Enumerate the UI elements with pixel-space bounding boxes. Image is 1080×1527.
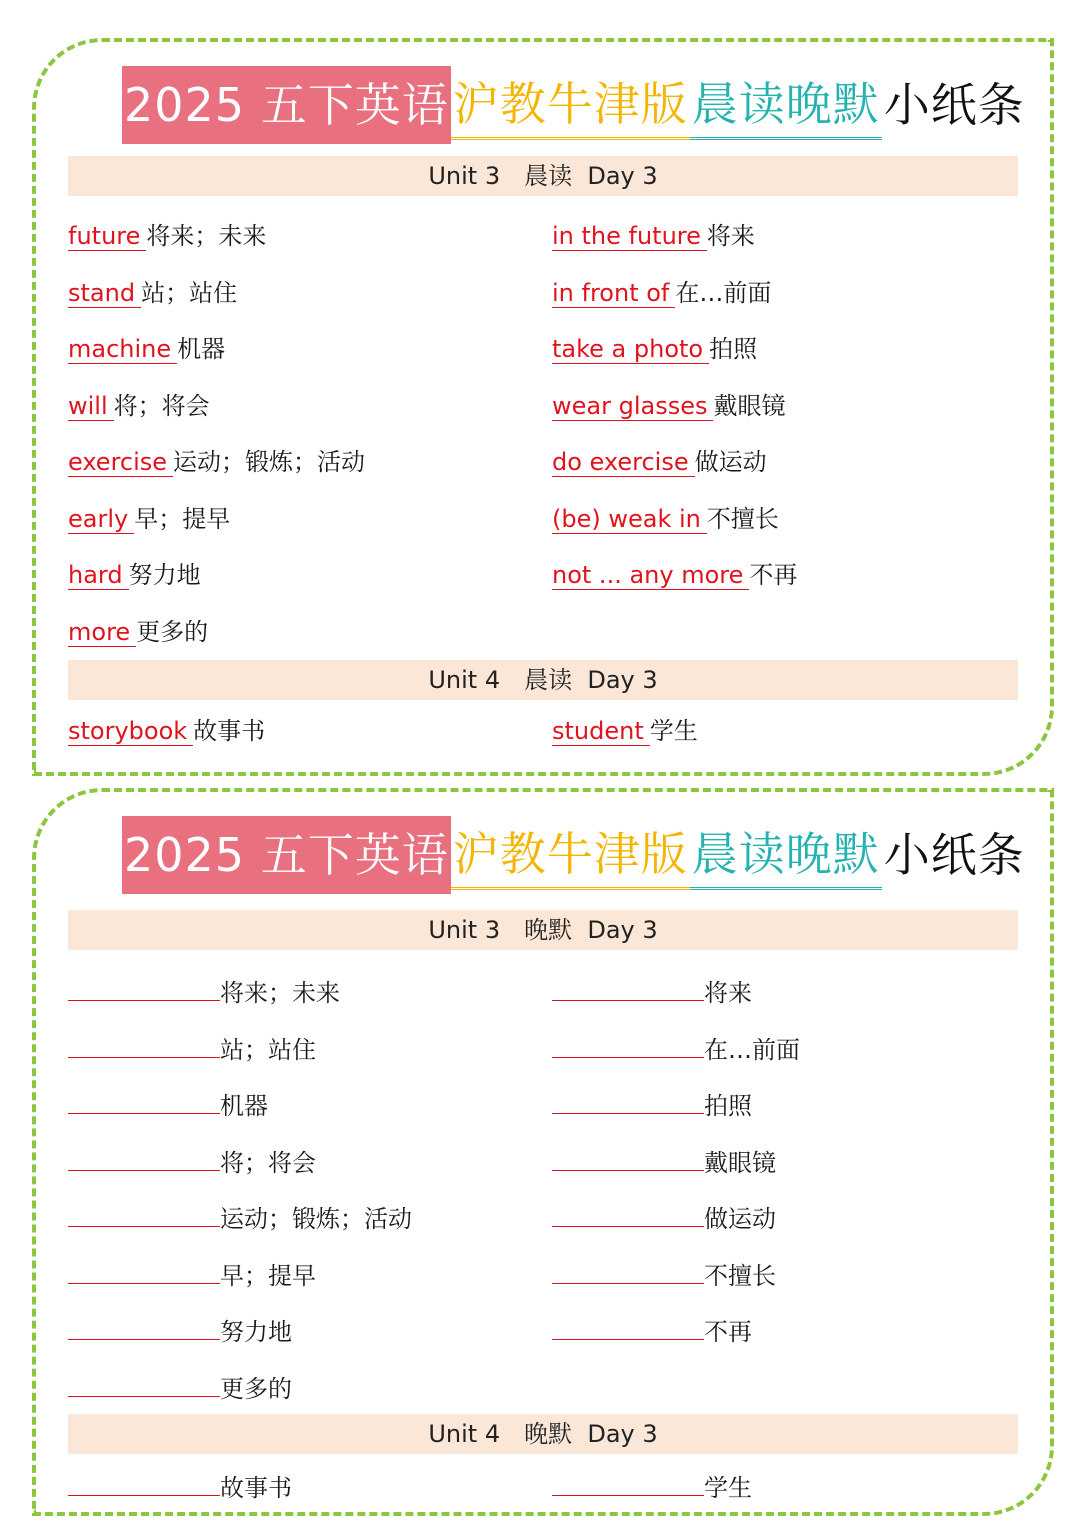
- dictation-meaning: 机器: [220, 1092, 268, 1120]
- dictation-meaning: 故事书: [220, 1474, 292, 1502]
- vocab-term: take a photo: [552, 335, 709, 364]
- dictation-meaning: 将来；未来: [220, 979, 340, 1007]
- dictation-meaning: 运动；锻炼；活动: [220, 1205, 412, 1233]
- vocab-item: [68, 220, 266, 252]
- dictation-item: [68, 1031, 316, 1066]
- answer-blank[interactable]: [68, 1087, 220, 1114]
- dictation-meaning: 在…前面: [704, 1036, 800, 1064]
- answer-blank[interactable]: [68, 1469, 220, 1496]
- dictation-item: [552, 1313, 752, 1348]
- dictation-meaning: 更多的: [220, 1375, 292, 1403]
- dictation-item: [552, 1144, 776, 1179]
- vocab-item: [68, 503, 230, 535]
- vocab-meaning: 站；站住: [141, 279, 238, 307]
- card-title: [122, 816, 1027, 894]
- title-edition: 沪教牛津版: [451, 71, 690, 140]
- card-title: [122, 66, 1027, 144]
- vocab-item: [68, 390, 210, 422]
- answer-blank[interactable]: [552, 1031, 704, 1058]
- vocab-item: [68, 616, 208, 648]
- title-notes: 小纸条: [883, 78, 1025, 132]
- vocab-term: machine: [68, 335, 177, 364]
- vocab-term: not ... any more: [552, 561, 749, 590]
- vocab-term: more: [68, 618, 136, 647]
- answer-blank[interactable]: [68, 1200, 220, 1227]
- dictation-meaning: 拍照: [704, 1092, 752, 1120]
- vocab-meaning: 更多的: [136, 618, 209, 646]
- vocab-meaning: 将来: [706, 222, 755, 250]
- vocab-item: [552, 390, 785, 422]
- vocab-meaning: 故事书: [193, 717, 266, 745]
- unit4-evening-header: Unit 4 晚默 Day 3: [68, 1414, 1018, 1454]
- answer-blank[interactable]: [552, 1200, 704, 1227]
- dictation-item: [68, 1469, 292, 1504]
- vocab-term: do exercise: [552, 448, 695, 477]
- dictation-meaning: 将来: [704, 979, 752, 1007]
- vocab-term: storybook: [68, 717, 193, 746]
- unit4-morning-header: Unit 4 晨读 Day 3: [68, 660, 1018, 700]
- vocab-item: [552, 715, 698, 747]
- answer-blank[interactable]: [68, 1031, 220, 1058]
- vocab-term: early: [68, 505, 134, 534]
- evening-dictation-card: [32, 788, 1054, 1516]
- vocab-item: [552, 277, 771, 309]
- vocab-item: [552, 333, 757, 365]
- dictation-item: [68, 1087, 268, 1122]
- dictation-item: [68, 1200, 412, 1235]
- vocab-item: [68, 446, 365, 478]
- vocab-item: [68, 277, 237, 309]
- vocab-meaning: 不擅长: [706, 505, 779, 533]
- vocab-item: [552, 559, 797, 591]
- vocab-term: in front of: [552, 279, 675, 308]
- vocab-item: [552, 220, 755, 252]
- dictation-meaning: 不擅长: [704, 1262, 776, 1290]
- answer-blank[interactable]: [68, 1257, 220, 1284]
- unit3-evening-header: Unit 3 晚默 Day 3: [68, 910, 1018, 950]
- dictation-item: [68, 1370, 292, 1405]
- vocab-meaning: 将来；未来: [146, 222, 267, 250]
- dictation-item: [68, 974, 340, 1009]
- dictation-item: [68, 1313, 292, 1348]
- vocab-meaning: 不再: [749, 561, 798, 589]
- vocab-meaning: 拍照: [709, 335, 758, 363]
- vocab-term: stand: [68, 279, 141, 308]
- answer-blank[interactable]: [68, 1144, 220, 1171]
- vocab-meaning: 在…前面: [675, 279, 772, 307]
- dictation-meaning: 将；将会: [220, 1149, 316, 1177]
- vocab-meaning: 努力地: [128, 561, 201, 589]
- vocab-item: [68, 559, 201, 591]
- vocab-item: [552, 446, 767, 478]
- title-morning-evening: 晨读晚默: [690, 821, 882, 890]
- vocab-term: exercise: [68, 448, 173, 477]
- dictation-item: [552, 1087, 752, 1122]
- title-year-grade: 2025 五下英语: [122, 66, 451, 144]
- answer-blank[interactable]: [68, 1313, 220, 1340]
- vocab-meaning: 早；提早: [134, 505, 231, 533]
- unit3-morning-header: Unit 3 晨读 Day 3: [68, 156, 1018, 196]
- dictation-item: [68, 1257, 316, 1292]
- vocab-meaning: 将；将会: [113, 392, 210, 420]
- vocab-meaning: 学生: [649, 717, 698, 745]
- dictation-item: [552, 1469, 752, 1504]
- dictation-meaning: 不再: [704, 1318, 752, 1346]
- dictation-item: [552, 974, 752, 1009]
- answer-blank[interactable]: [552, 1257, 704, 1284]
- answer-blank[interactable]: [552, 1087, 704, 1114]
- dictation-meaning: 站；站住: [220, 1036, 316, 1064]
- answer-blank[interactable]: [68, 1370, 220, 1397]
- vocab-term: hard: [68, 561, 129, 590]
- vocab-item: [68, 715, 265, 747]
- title-edition: 沪教牛津版: [451, 821, 690, 890]
- dictation-meaning: 学生: [704, 1474, 752, 1502]
- vocab-meaning: 做运动: [694, 448, 767, 476]
- answer-blank[interactable]: [552, 1469, 704, 1496]
- answer-blank[interactable]: [552, 1144, 704, 1171]
- title-morning-evening: 晨读晚默: [690, 71, 882, 140]
- vocab-term: (be) weak in: [552, 505, 707, 534]
- dictation-item: [552, 1031, 800, 1066]
- vocab-term: student: [552, 717, 650, 746]
- vocab-item: [68, 333, 225, 365]
- vocab-item: [552, 503, 779, 535]
- vocab-term: in the future: [552, 222, 707, 251]
- vocab-term: will: [68, 392, 114, 421]
- dictation-item: [68, 1144, 316, 1179]
- vocab-term: future: [68, 222, 146, 251]
- dictation-meaning: 做运动: [704, 1205, 776, 1233]
- morning-reading-card: [32, 38, 1054, 776]
- dictation-item: [552, 1200, 776, 1235]
- dictation-meaning: 早；提早: [220, 1262, 316, 1290]
- title-notes: 小纸条: [883, 828, 1025, 882]
- vocab-meaning: 机器: [177, 335, 226, 363]
- title-year-grade: 2025 五下英语: [122, 816, 451, 894]
- answer-blank[interactable]: [552, 1313, 704, 1340]
- vocab-term: wear glasses: [552, 392, 713, 421]
- dictation-item: [552, 1257, 776, 1292]
- dictation-meaning: 戴眼镜: [704, 1149, 776, 1177]
- answer-blank[interactable]: [68, 974, 220, 1001]
- dictation-meaning: 努力地: [220, 1318, 292, 1346]
- vocab-meaning: 运动；锻炼；活动: [173, 448, 366, 476]
- answer-blank[interactable]: [552, 974, 704, 1001]
- vocab-meaning: 戴眼镜: [713, 392, 786, 420]
